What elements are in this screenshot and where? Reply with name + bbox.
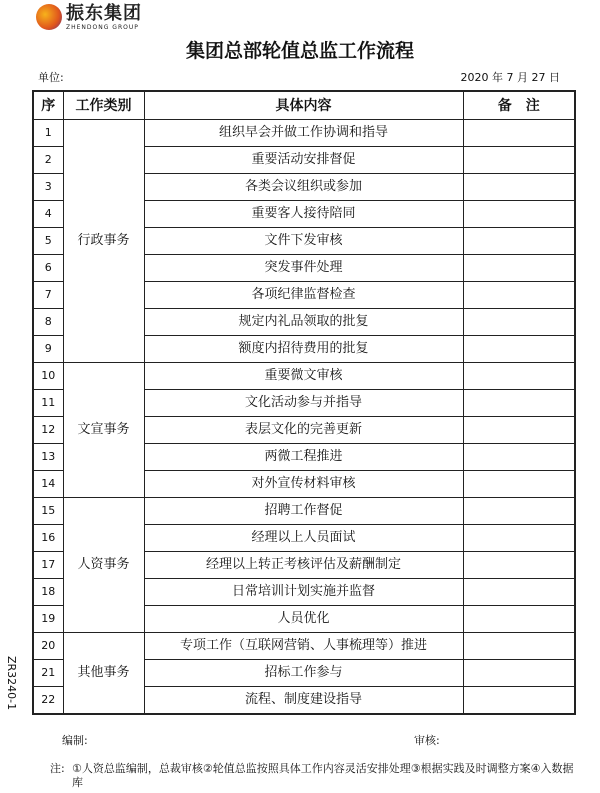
row-content: 各类会议组织或参加	[144, 174, 463, 201]
row-content: 表层文化的完善更新	[144, 417, 463, 444]
row-notes	[463, 363, 575, 390]
note-label: 注:	[50, 762, 65, 775]
row-notes	[463, 471, 575, 498]
row-category: 行政事务	[63, 120, 144, 363]
table-row	[33, 363, 575, 390]
logo-mark-icon	[36, 4, 62, 30]
table-header-row	[33, 91, 575, 120]
row-content: 日常培训计划实施并监督	[144, 579, 463, 606]
row-seq: 20	[33, 633, 63, 660]
row-content: 招标工作参与	[144, 660, 463, 687]
row-seq: 9	[33, 336, 63, 363]
header-seq: 序	[33, 91, 63, 120]
row-notes	[463, 336, 575, 363]
note-text: ①人资总监编制，总裁审核②轮值总监按照具体工作内容灵活安排处理③根据实践及时调整方案④入数据库	[72, 762, 574, 789]
row-notes	[463, 282, 575, 309]
row-seq: 6	[33, 255, 63, 282]
logo-cn: 振东集团	[66, 3, 142, 24]
table-row	[33, 120, 575, 147]
logo-text	[66, 3, 142, 31]
header-category: 工作类别	[63, 91, 144, 120]
row-category: 文宣事务	[63, 363, 144, 498]
row-notes	[463, 687, 575, 715]
row-notes	[463, 606, 575, 633]
compiled-by-label: 编制:	[62, 734, 88, 747]
row-notes	[463, 228, 575, 255]
row-content: 规定内礼品领取的批复	[144, 309, 463, 336]
row-seq: 1	[33, 120, 63, 147]
row-seq: 2	[33, 147, 63, 174]
row-seq: 18	[33, 579, 63, 606]
row-content: 突发事件处理	[144, 255, 463, 282]
row-notes	[463, 498, 575, 525]
unit-label: 单位:	[38, 71, 64, 84]
row-notes	[463, 201, 575, 228]
row-seq: 3	[33, 174, 63, 201]
row-content: 经理以上转正考核评估及薪酬制定	[144, 552, 463, 579]
row-notes	[463, 552, 575, 579]
row-notes	[463, 633, 575, 660]
row-seq: 5	[33, 228, 63, 255]
row-content: 各项纪律监督检查	[144, 282, 463, 309]
row-seq: 14	[33, 471, 63, 498]
row-content: 文件下发审核	[144, 228, 463, 255]
row-seq: 10	[33, 363, 63, 390]
page-title: 集团总部轮值总监工作流程	[185, 40, 414, 62]
row-seq: 11	[33, 390, 63, 417]
row-notes	[463, 579, 575, 606]
row-content: 组织早会并做工作协调和指导	[144, 120, 463, 147]
row-notes	[463, 255, 575, 282]
row-content: 文化活动参与并指导	[144, 390, 463, 417]
row-content: 招聘工作督促	[144, 498, 463, 525]
row-notes	[463, 174, 575, 201]
row-seq: 4	[33, 201, 63, 228]
row-content: 重要活动安排督促	[144, 147, 463, 174]
row-seq: 21	[33, 660, 63, 687]
row-content: 经理以上人员面试	[144, 525, 463, 552]
row-seq: 13	[33, 444, 63, 471]
row-notes	[463, 417, 575, 444]
row-notes	[463, 309, 575, 336]
header-notes: 备 注	[463, 91, 575, 120]
company-logo	[36, 2, 142, 32]
row-notes	[463, 390, 575, 417]
row-seq: 15	[33, 498, 63, 525]
document-date: 2020 年 7 月 27 日	[460, 71, 560, 84]
table-row	[33, 498, 575, 525]
row-content: 重要客人接待陪同	[144, 201, 463, 228]
row-seq: 22	[33, 687, 63, 715]
row-category: 人资事务	[63, 498, 144, 633]
row-seq: 19	[33, 606, 63, 633]
logo-en: ZHENDONG GROUP	[66, 24, 139, 31]
workflow-table	[32, 90, 576, 715]
row-content: 重要微文审核	[144, 363, 463, 390]
row-content: 额度内招待费用的批复	[144, 336, 463, 363]
table-body	[33, 120, 575, 715]
row-notes	[463, 120, 575, 147]
row-notes	[463, 525, 575, 552]
row-notes	[463, 444, 575, 471]
row-seq: 17	[33, 552, 63, 579]
row-content: 专项工作（互联网营销、人事梳理等）推进	[144, 633, 463, 660]
row-seq: 12	[33, 417, 63, 444]
row-content: 两微工程推进	[144, 444, 463, 471]
row-content: 对外宣传材料审核	[144, 471, 463, 498]
side-code: ZR3240-1	[5, 656, 18, 711]
row-seq: 8	[33, 309, 63, 336]
row-content: 流程、制度建设指导	[144, 687, 463, 715]
header-content: 具体内容	[144, 91, 463, 120]
row-notes	[463, 147, 575, 174]
row-content: 人员优化	[144, 606, 463, 633]
row-seq: 16	[33, 525, 63, 552]
footnote	[50, 762, 580, 790]
reviewed-by-label: 审核:	[414, 734, 440, 747]
row-notes	[463, 660, 575, 687]
row-seq: 7	[33, 282, 63, 309]
table-row	[33, 633, 575, 660]
row-category: 其他事务	[63, 633, 144, 715]
